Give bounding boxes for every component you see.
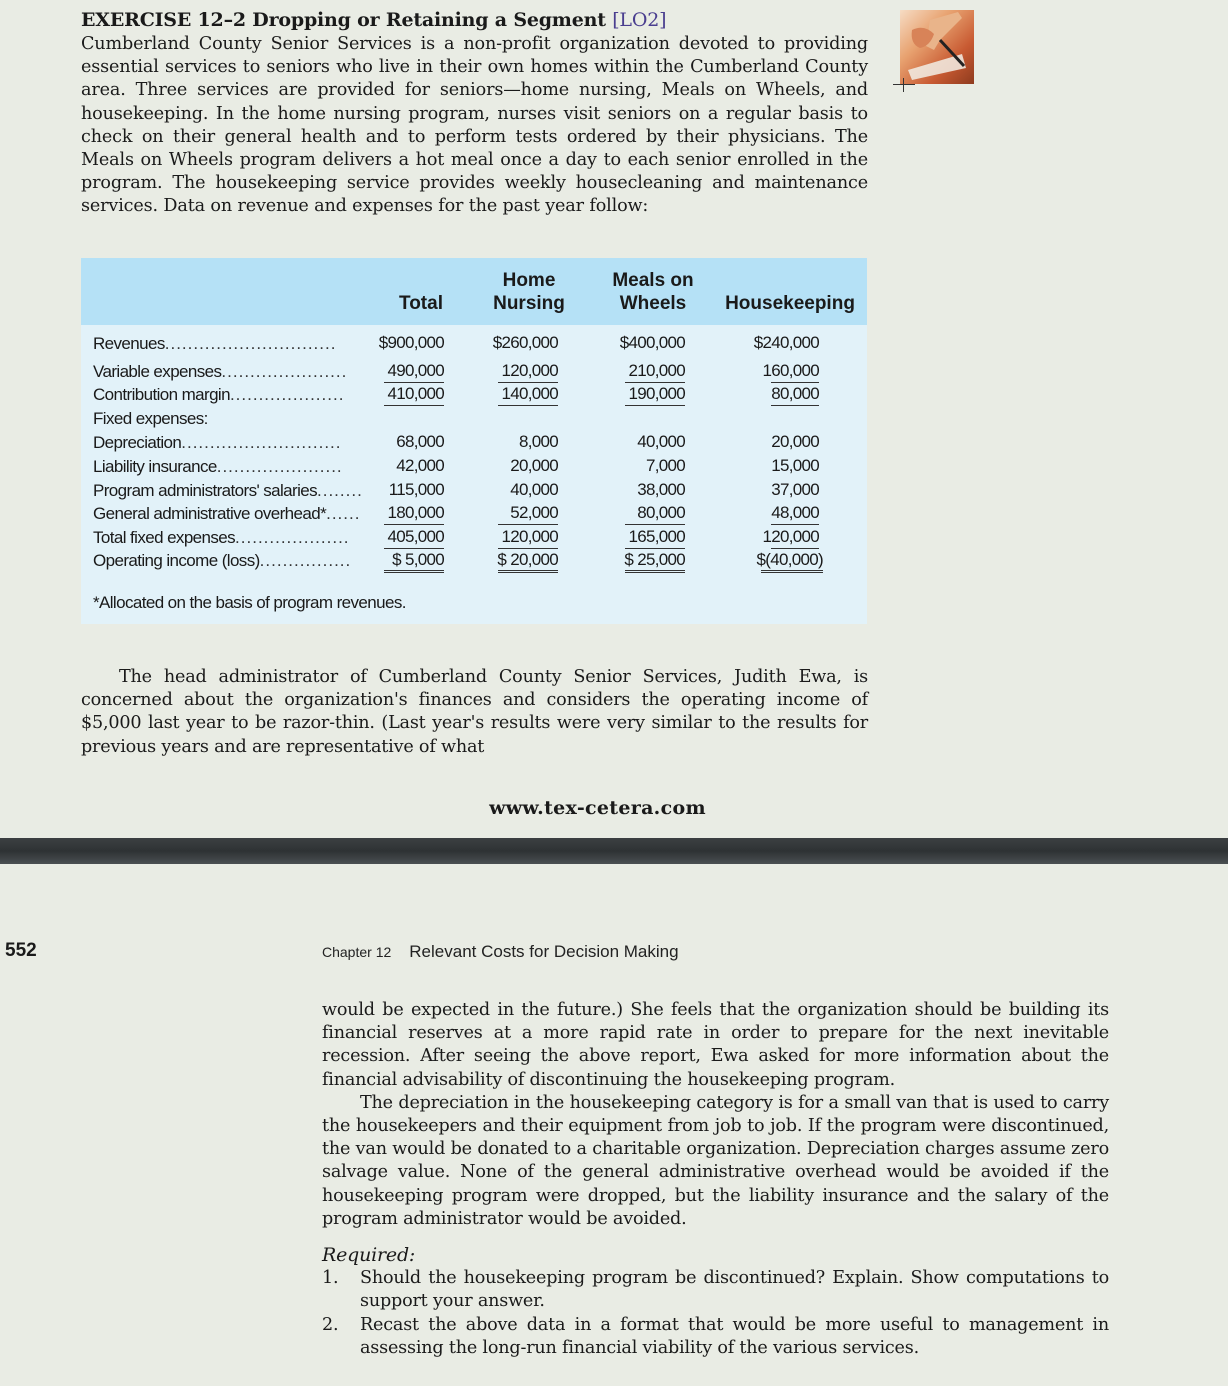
- cell-variable-total: 490,000: [387, 361, 444, 380]
- cell-salaries-meals: 38,000: [637, 480, 685, 499]
- cell-revenues-total: $900,000: [378, 333, 444, 352]
- underline: [384, 526, 444, 549]
- underline: [625, 383, 685, 406]
- cell-depreciation-total: 68,000: [396, 432, 444, 451]
- cell-liability-meals: 7,000: [645, 456, 685, 475]
- cell-depreciation-meals: 40,000: [637, 432, 685, 451]
- cell-contribution-total: 410,000: [387, 384, 444, 403]
- cell-revenues-house: $240,000: [753, 333, 819, 352]
- required-label: Required:: [322, 1244, 416, 1266]
- double-underline: [761, 549, 823, 573]
- required-section: [322, 1244, 1109, 1360]
- col-home-line1: Home: [502, 270, 556, 291]
- cell-salaries-home: 40,000: [510, 480, 558, 499]
- body-paragraph-2: The depreciation in the housekeeping category is for a small van that is used to carry the housekeepers and their equipment from job to job. If the program were discontinued, the van would be donated to a charitable organization. Depreciation charges assume zero salvage value. None of the general administrative overhead would be avoided if the housekeeping program were dropped, but the liability insurance and the salary of the program administrator would be avoided.: [322, 1092, 1109, 1229]
- table-footnote: *Allocated on the basis of program revenues.: [93, 593, 406, 612]
- row-label-depreciation: Depreciation............................: [93, 433, 342, 452]
- required-item-number: 2.: [322, 1314, 339, 1335]
- cell-revenues-meals: $400,000: [619, 333, 685, 352]
- underline: [625, 360, 685, 383]
- row-label-total-fixed: Total fixed expenses....................: [93, 528, 350, 547]
- cell-operating-total: $ 5,000: [392, 550, 444, 569]
- cell-total-fixed-house: 120,000: [762, 527, 819, 546]
- underline: [771, 526, 819, 549]
- double-underline: [625, 549, 685, 573]
- chapter-title: Relevant Costs for Decision Making: [409, 942, 679, 961]
- exercise-body: [322, 999, 1109, 1231]
- underline: [771, 383, 819, 406]
- cell-variable-meals: 210,000: [628, 361, 685, 380]
- cell-overhead-house: 48,000: [771, 503, 819, 522]
- underline: [384, 360, 444, 383]
- cell-contribution-house: 80,000: [771, 384, 819, 403]
- cell-revenues-home: $260,000: [492, 333, 558, 352]
- cell-contribution-home: 140,000: [501, 384, 558, 403]
- underline: [625, 526, 685, 549]
- table-header: [81, 258, 867, 325]
- cell-operating-meals: $ 25,000: [624, 550, 685, 569]
- cell-operating-house: $(40,000): [756, 550, 823, 569]
- underline: [384, 383, 444, 406]
- col-home-line2: Nursing: [493, 293, 565, 314]
- writing-hand-icon: [900, 10, 974, 84]
- cell-contribution-meals: 190,000: [628, 384, 685, 403]
- cell-variable-home: 120,000: [501, 361, 558, 380]
- crop-mark: [903, 78, 904, 92]
- underline: [625, 502, 685, 525]
- underline: [498, 383, 558, 406]
- page-divider: [0, 838, 1228, 864]
- row-label-contribution: Contribution margin....................: [93, 385, 345, 404]
- row-label-salaries: Program administrators' salaries........: [93, 481, 363, 500]
- running-header: [322, 942, 679, 962]
- row-label-revenues: Revenues..............................: [93, 334, 337, 353]
- segment-income-table: [81, 258, 867, 624]
- underline: [498, 526, 558, 549]
- exercise-heading: [81, 8, 881, 32]
- body-paragraph-1: would be expected in the future.) She feels that the organization should be building its financial reserves at a more rapid rate in order to prepare for the next inevitable recession. After seeing the above report, Ewa asked for more information about the financial advisability of discontinuing the housekeeping program.: [322, 1000, 1109, 1090]
- required-item-number: 1.: [322, 1268, 339, 1289]
- row-label-fixed: Fixed expenses:: [93, 409, 208, 428]
- underline: [498, 360, 558, 383]
- cell-overhead-total: 180,000: [387, 503, 444, 522]
- cell-salaries-total: 115,000: [388, 480, 444, 499]
- continuation-text: The head administrator of Cumberland County Senior Services, Judith Ewa, is concerned about the organization's finances and considers the operating income of $5,000 last year to be razor-thin. (Last year's results were very similar to the results for previous years and are representative of what: [81, 667, 868, 757]
- double-underline: [384, 549, 444, 573]
- exercise-title: EXERCISE 12–2 Dropping or Retaining a Segment: [81, 9, 606, 31]
- col-total: Total: [399, 293, 443, 314]
- required-item: [322, 1314, 1109, 1360]
- required-item-text: Should the housekeeping program be discontinued? Explain. Show computations to support your answer.: [360, 1268, 1109, 1312]
- continuation-paragraph: [81, 666, 868, 759]
- watermark-url: www.tex-cetera.com: [489, 797, 706, 819]
- cell-total-fixed-total: 405,000: [387, 527, 444, 546]
- double-underline: [498, 549, 558, 573]
- cell-overhead-home: 52,000: [510, 503, 558, 522]
- cell-total-fixed-meals: 165,000: [628, 527, 685, 546]
- required-item-text: Recast the above data in a format that would be more useful to management in assessing the long-run financial viability of the various services.: [360, 1314, 1109, 1358]
- row-label-operating: Operating income (loss)................: [93, 551, 352, 570]
- underline: [384, 502, 444, 525]
- required-item: [322, 1267, 1109, 1313]
- exercise-intro: Cumberland County Senior Services is a non-profit organization devoted to providing essential services to seniors who live in their own homes within the Cumberland County area. Three services are provided for seniors—home nursing, Meals on Wheels, and housekeeping. In the home nursing program, nurses visit seniors on a regular basis to check on their general health and to perform tests ordered by their physicians. The Meals on Wheels program delivers a hot meal once a day to each senior enrolled in the program. The housekeeping service provides weekly housecleaning and maintenance services. Data on revenue and expenses for the past year follow:: [81, 34, 868, 217]
- row-label-overhead: General administrative overhead*......: [93, 504, 361, 523]
- underline: [498, 502, 558, 525]
- cell-liability-home: 20,000: [510, 456, 558, 475]
- row-label-variable: Variable expenses......................: [93, 362, 348, 381]
- cell-overhead-meals: 80,000: [637, 503, 685, 522]
- underline: [771, 502, 819, 525]
- cell-operating-home: $ 20,000: [497, 550, 558, 569]
- col-housekeeping: Housekeeping: [725, 293, 855, 314]
- underline: [771, 360, 819, 383]
- chapter-number: Chapter 12: [322, 944, 392, 960]
- crop-mark: [893, 84, 915, 85]
- cell-salaries-house: 37,000: [771, 480, 819, 499]
- cell-liability-house: 15,000: [771, 456, 819, 475]
- col-meals-line2: Wheels: [619, 293, 687, 314]
- col-meals-line1: Meals on: [612, 270, 694, 291]
- cell-depreciation-house: 20,000: [771, 432, 819, 451]
- page-number: 552: [5, 940, 37, 961]
- cell-total-fixed-home: 120,000: [501, 527, 558, 546]
- cell-variable-house: 160,000: [762, 361, 819, 380]
- cell-depreciation-home: 8,000: [518, 432, 558, 451]
- learning-objective-link[interactable]: [LO2]: [612, 9, 667, 31]
- row-label-liability: Liability insurance......................: [93, 457, 343, 476]
- cell-liability-total: 42,000: [396, 456, 444, 475]
